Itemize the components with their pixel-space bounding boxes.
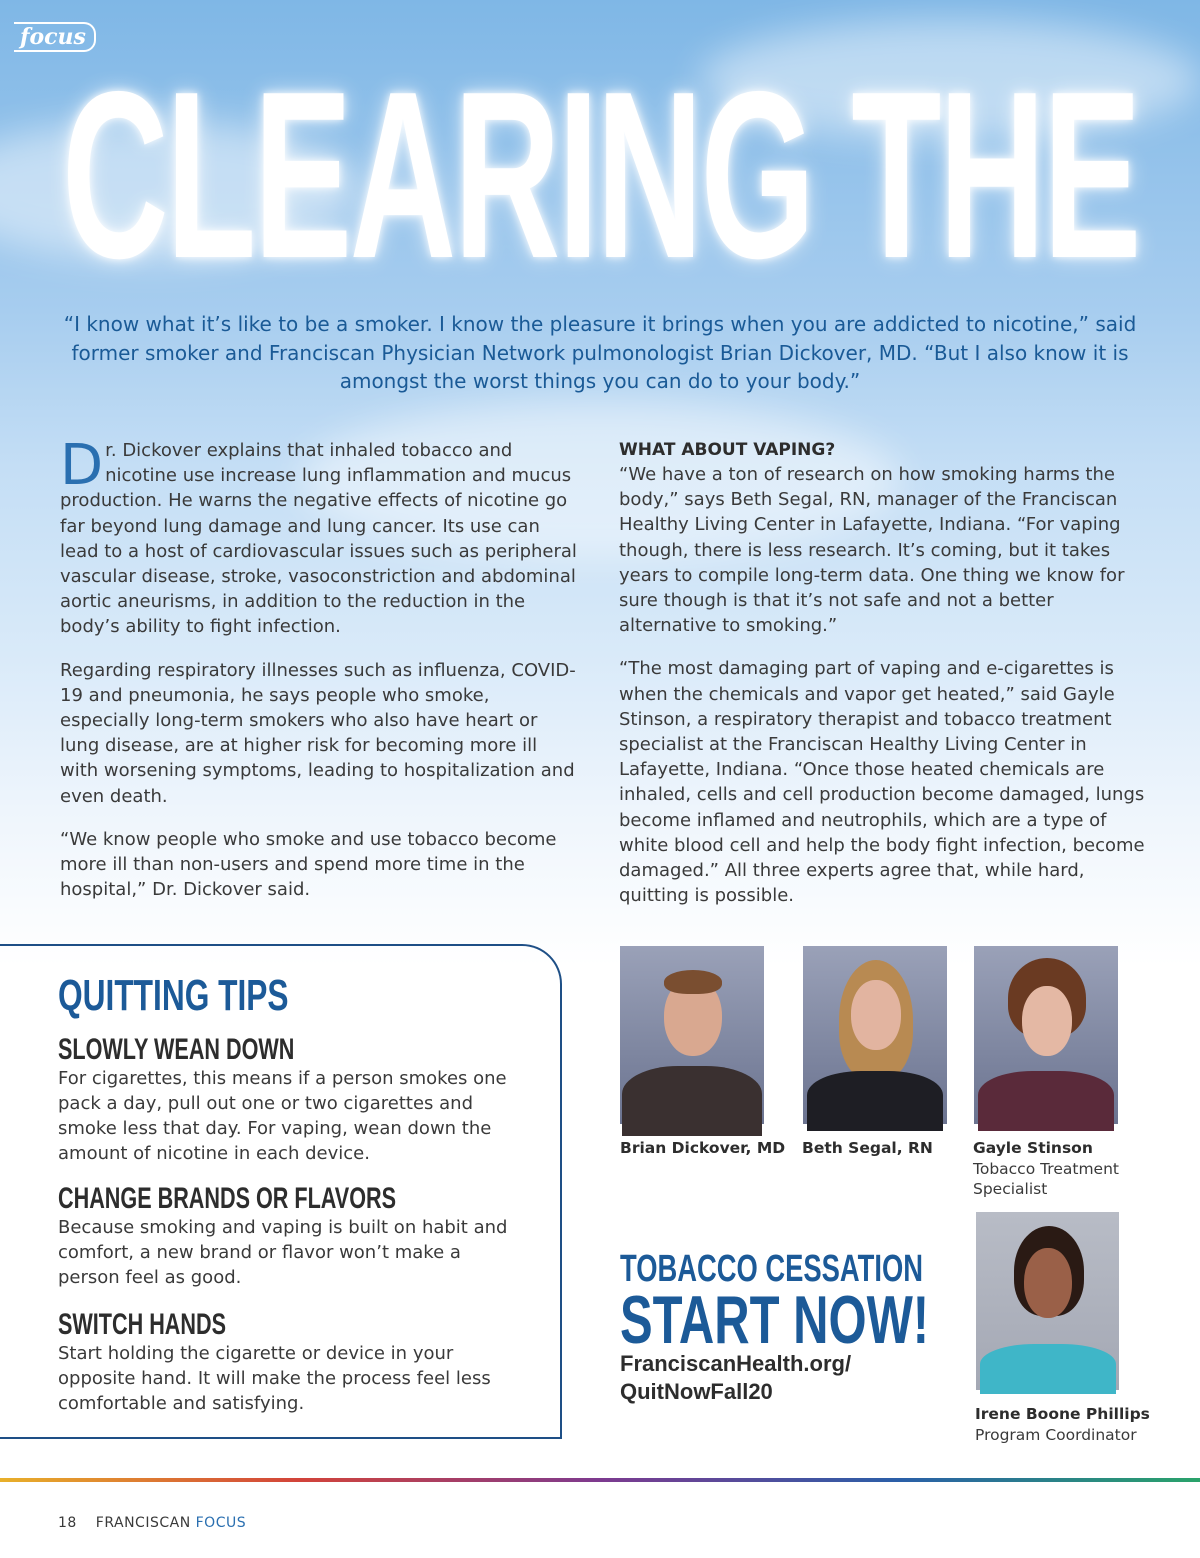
footer-divider xyxy=(0,1478,1200,1482)
vaping-paragraph-1: “We have a ton of research on how smoking harms the body,” says Beth Segal, RN, manager of the Franciscan Healthy Living Center in Lafayette, Indiana. “For vaping though, there is less research. It’s coming, but it takes years to compile long-term data. One thing we know for sure though is that it’s not safe and not a better alternative to smoking.” xyxy=(619,464,1125,637)
tip-heading: SWITCH HANDS xyxy=(58,1308,226,1341)
cta-link[interactable] xyxy=(620,1350,851,1406)
left-column xyxy=(60,433,580,920)
page-headline: CLEARING THE xyxy=(62,43,1139,308)
page-footer xyxy=(58,1515,246,1531)
cta-link-line[interactable]: FranciscanHealth.org/ xyxy=(620,1351,852,1376)
publication-name: FRANCISCAN xyxy=(95,1515,191,1531)
tips-title: QUITTING TIPS xyxy=(58,971,289,1020)
paragraph-3: “We know people who smoke and use tobacco become more ill than non-users and spend more time in the hospital,” Dr. Dickover said. xyxy=(60,828,557,901)
caption-role: Program Coordinator xyxy=(975,1426,1137,1444)
page-number: 18 xyxy=(58,1515,77,1531)
right-column xyxy=(619,438,1149,926)
caption-name: Gayle Stinson xyxy=(973,1139,1093,1157)
portrait-photo xyxy=(974,946,1118,1124)
caption-name: Brian Dickover, MD xyxy=(620,1139,786,1157)
vaping-paragraph-2: “The most damaging part of vaping and e-cigarettes is when the chemicals and vapor get heated,” said Gayle Stinson, a respiratory therapist and tobacco treatment specialist at the Franciscan Healthy Living Center in Lafayette, Indiana. “Once those heated chemicals are inhaled, cells and cell production become damaged, lungs become inflamed and neutrophils, which are a type of white blood cell and help the body fight infection, become damaged.” All three experts agree that, while hard, quitting is possible. xyxy=(619,658,1145,907)
caption-name: Irene Boone Phillips xyxy=(975,1405,1150,1423)
cta-subtitle: TOBACCO CESSATION xyxy=(620,1248,924,1290)
drop-cap: D xyxy=(60,433,104,498)
pull-quote: “I know what it’s like to be a smoker. I know the pleasure it brings when you are addicted to nicotine,” said former smoker and Franciscan Physician Network pulmonologist Brian Dickover, MD. “But I also know it is amongst the worst things you can do to your body.” xyxy=(63,312,1137,393)
cta-link-line[interactable]: QuitNowFall20 xyxy=(620,1379,773,1404)
tip-text: For cigarettes, this means if a person smokes one pack a day, pull out one or two cigarettes and smoke less that day. For vaping, wean down the amount of nicotine in each device. xyxy=(58,1068,507,1164)
vaping-subhead: WHAT ABOUT VAPING? xyxy=(619,440,836,460)
paragraph-2: Regarding respiratory illnesses such as influenza, COVID-19 and pneumonia, he says people who smoke, especially long-term smokers who also have heart or lung disease, are at higher risk for becoming more ill with worsening symptoms, leading to hospitalization and even death. xyxy=(60,659,576,807)
paragraph-1-text: r. Dickover explains that inhaled tobacco and nicotine use increase lung inflammation and mucus production. He warns the negative effects of nicotine go far beyond lung damage and lung cancer. Its use can lead to a host of cardiovascular issues such as peripheral vascular disease, stroke, vasoconstriction and abdominal aortic aneurisms, in addition to the reduction in the body’s ability to fight infection. xyxy=(60,440,577,638)
paragraph-1 xyxy=(60,433,580,640)
tip-heading: SLOWLY WEAN DOWN xyxy=(58,1033,295,1066)
tip-text: Because smoking and vaping is built on habit and comfort, a new brand or flavor won’t make a person feel as good. xyxy=(58,1217,508,1288)
portrait-photo xyxy=(620,946,764,1124)
portrait-photo xyxy=(803,946,947,1124)
cta-title: START NOW! xyxy=(620,1282,930,1358)
tip-text: Start holding the cigarette or device in your opposite hand. It will make the process feel less comfortable and satisfying. xyxy=(58,1343,491,1414)
logo-text: focus xyxy=(20,24,86,50)
tip-heading: CHANGE BRANDS OR FLAVORS xyxy=(58,1182,397,1215)
publication-accent: FOCUS xyxy=(195,1515,247,1531)
caption-name: Beth Segal, RN xyxy=(802,1139,933,1157)
caption-role: Tobacco Treatment Specialist xyxy=(973,1160,1119,1198)
